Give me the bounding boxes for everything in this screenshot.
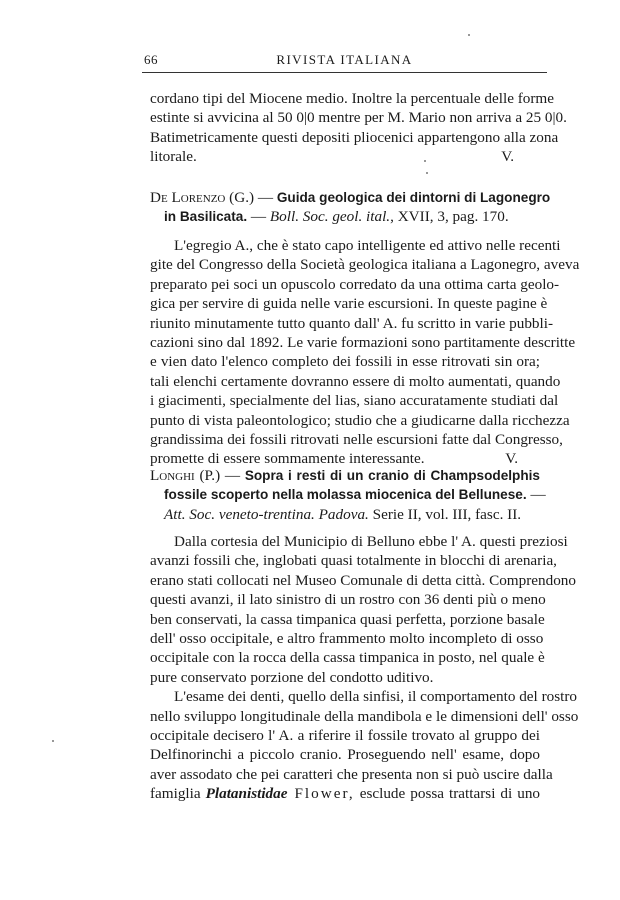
text-line: nello sviluppo longitudinale della mandibola e le dimensioni dell' osso xyxy=(150,707,579,725)
text-line: grandissima dei fossili ritrovati nelle escursioni fatte dal Congresso, xyxy=(150,431,563,449)
reviewer-signature: V. xyxy=(501,148,514,166)
text-line: ben conservati, la cassa timpanica quasi perfetta, porzione basale xyxy=(150,610,545,628)
text-line: riunito minutamente tutto quanto dall' A. fu scritto in varie pubbli- xyxy=(150,314,554,332)
entry-author-initial: (G.) — xyxy=(225,189,277,206)
text-fragment: esclude possa trattarsi di uno xyxy=(354,785,541,803)
bibliographic-entry-longhi xyxy=(150,466,546,524)
closing-line xyxy=(150,147,540,166)
print-speck xyxy=(426,172,428,174)
text-line: occipitale con la rocca della cassa timpanica in posto, nel quale è xyxy=(150,649,545,667)
print-speck xyxy=(424,160,426,162)
text-line: avanzi fossili che, inglobati quasi totalmente in blocchi di arenaria, xyxy=(150,552,557,570)
entry-reference-line xyxy=(150,207,540,226)
text-line: i giacimenti, specialmente del lias, siano accuratamente studiati dal xyxy=(150,392,559,410)
entry-review-de-lorenzo xyxy=(150,236,580,469)
text-line: L'egregio A., che è stato capo intelligente ed attivo nelle recenti xyxy=(174,237,561,254)
taxon-name: Platanistidae xyxy=(205,785,288,803)
text-line: Dalla cortesia del Municipio di Belluno ebbe l' A. questi preziosi xyxy=(174,533,568,550)
running-header xyxy=(142,52,547,70)
print-speck xyxy=(468,34,470,36)
text-line: e vien dato l'elenco completo dei fossili in esse ritrovati sin ora; xyxy=(150,353,540,371)
text-line: gite del Congresso della Società geologica italiana a Lagonegro, aveva xyxy=(150,256,580,274)
entry-heading-line xyxy=(150,188,551,207)
text-line: L'esame dei denti, quello della sinfisi, il comportamento del rostro xyxy=(174,688,577,706)
bibliographic-entry-de-lorenzo xyxy=(150,188,551,227)
entry-author: De Lorenzo xyxy=(150,189,226,206)
print-speck xyxy=(52,740,54,742)
entry-title-continued: fossile scoperto nella molassa miocenica del Bellunese. xyxy=(164,487,527,503)
text-line: tali elenchi certamente dovranno essere di molto aumentati, quando xyxy=(150,372,561,390)
text-fragment: famiglia xyxy=(150,785,206,803)
text-line: aver assodato che pei caratteri che presenta non si può uscire dalla xyxy=(150,765,553,783)
text-fragment: promette di essere sommamente interessante. xyxy=(150,450,425,468)
text-line: questi avanzi, il lato sinistro di un rostro con 36 denti più o meno xyxy=(150,591,546,609)
text-line: Batimetricamente questi depositi pliocenici appartengono alla zona xyxy=(150,128,559,146)
text-fragment: litorale. xyxy=(150,148,197,166)
text-line: cordano tipi del Miocene medio. Inoltre la percentuale delle forme xyxy=(150,90,554,107)
text-line: preparato pei soci un opuscolo corredato da una ottima carta geolo- xyxy=(150,275,560,293)
text-line: Delfinorinchi a piccolo cranio. Proseguendo nell' esame, dopo xyxy=(150,746,540,764)
reference-separator: — xyxy=(247,208,270,226)
text-line: punto di vista paleontologico; studio che a giudicarne dalla ricchezza xyxy=(150,411,570,429)
journal-reference: Serie II, vol. III, fasc. II. xyxy=(368,505,522,523)
text-line: estinte si avvicina al 50 0|0 mentre per M. Mario non arriva a 25 0|0. xyxy=(150,109,567,127)
intro-paragraph xyxy=(150,89,567,167)
journal-reference: , XVII, 3, pag. 170. xyxy=(390,208,509,226)
entry-author: Longhi xyxy=(150,467,195,484)
journal-name: Boll. Soc. geol. ital. xyxy=(269,208,391,226)
entry-review-longhi xyxy=(150,532,579,804)
text-line: pure conservato porzione del condotto uditivo. xyxy=(150,668,434,686)
entry-title: Guida geologica dei dintorni di Lagonegro xyxy=(276,190,551,205)
entry-heading-line xyxy=(150,466,540,485)
taxon-authority: Flower, xyxy=(287,785,355,803)
journal-name: Att. Soc. veneto-trentina. Padova. xyxy=(164,505,369,523)
entry-title: Sopra i resti di un cranio di Champsodelphis xyxy=(244,468,540,483)
text-line: dell' osso occipitale, e altro frammento molto incompleto di osso xyxy=(150,630,544,648)
text-line: cazioni sino dal 1892. Le varie formazioni sono partitamente descritte xyxy=(150,334,576,352)
text-line: gica per servire di guida nelle varie escursioni. In queste pagine è xyxy=(150,295,548,313)
text-line: erano stati collocati nel Museo Comunale di detta città. Comprendono xyxy=(150,571,576,589)
entry-title-line xyxy=(150,485,546,504)
reviewer-signature: V. xyxy=(505,450,518,468)
running-title: RIVISTA ITALIANA xyxy=(276,52,413,67)
text-line: occipitale decisero l' A. a riferire il fossile trovato al gruppo dei xyxy=(150,727,540,745)
entry-title-continued: in Basilicata. xyxy=(164,209,248,225)
text-line xyxy=(150,784,540,803)
entry-reference-line xyxy=(150,505,540,524)
reference-separator: — xyxy=(526,486,546,504)
page-number: 66 xyxy=(144,52,158,67)
entry-author-initial: (P.) — xyxy=(194,467,245,484)
header-rule xyxy=(142,72,547,73)
